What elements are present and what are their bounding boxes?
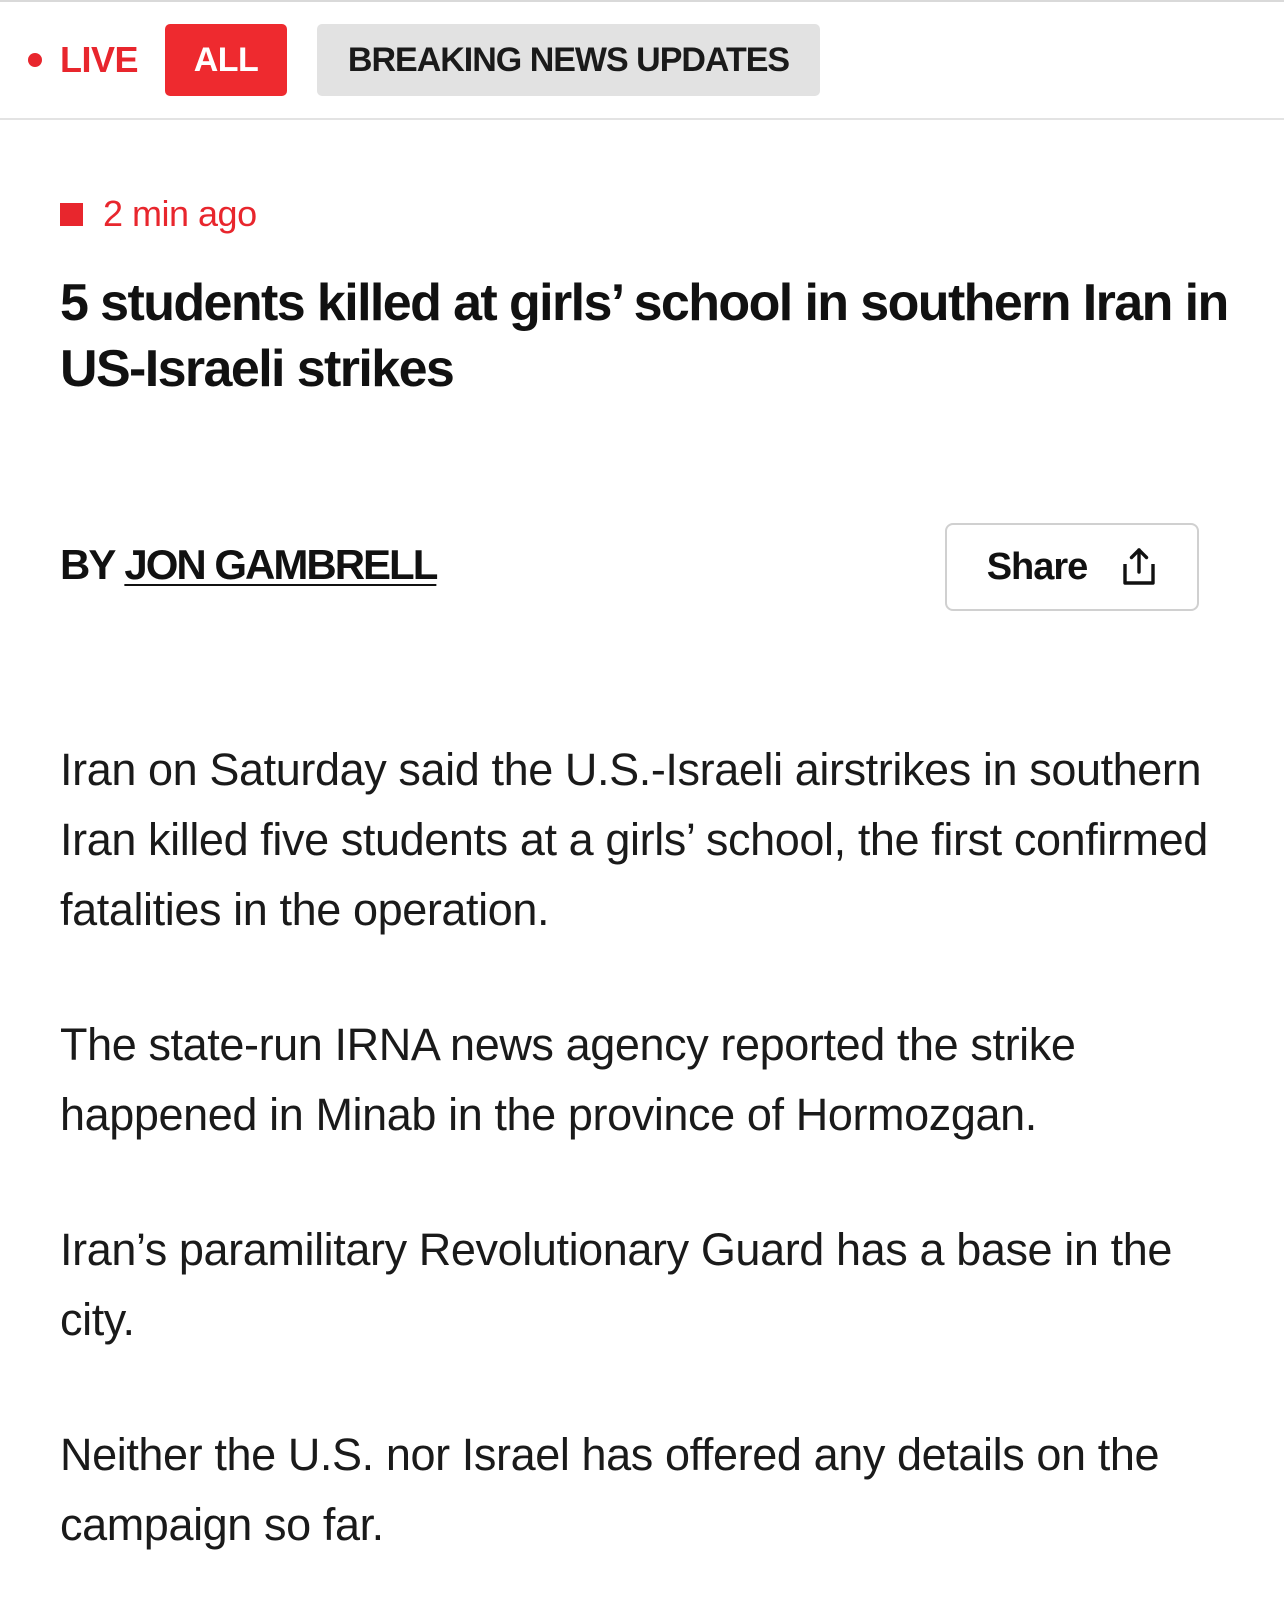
live-label: LIVE <box>60 39 139 80</box>
live-dot-icon <box>28 53 42 67</box>
share-upload-icon <box>1121 547 1157 587</box>
share-button[interactable] <box>945 523 1199 611</box>
timestamp-square-icon <box>60 203 83 226</box>
live-nav-bar <box>0 0 1284 120</box>
article-paragraph-1: Iran on Saturday said the U.S.-Israeli airstrikes in southern Iran killed five students at a girls’ school, the first confirmed fatalities in the operation. <box>60 744 1208 935</box>
article-paragraph-2: The state-run IRNA news agency reported the strike happened in Minab in the province of Hormozgan. <box>60 1019 1076 1140</box>
share-button-label: Share <box>986 545 1088 588</box>
timestamp-text: 2 min ago <box>103 193 257 234</box>
tab-all[interactable]: ALL <box>165 24 287 96</box>
tab-breaking-news-updates[interactable]: BREAKING NEWS UPDATES <box>317 24 820 96</box>
author-link[interactable]: JON GAMBRELL <box>124 541 437 588</box>
byline <box>60 540 436 590</box>
live-indicator <box>28 38 138 82</box>
post-headline: 5 students killed at girls’ school in southern Iran in US-Israeli strikes <box>60 274 1228 398</box>
byline-prefix: BY <box>60 541 115 588</box>
post-timestamp <box>60 192 257 236</box>
article-paragraph-4: Neither the U.S. nor Israel has offered any details on the campaign so far. <box>60 1429 1160 1550</box>
article-paragraph-3: Iran’s paramilitary Revolutionary Guard has a base in the city. <box>60 1224 1172 1345</box>
